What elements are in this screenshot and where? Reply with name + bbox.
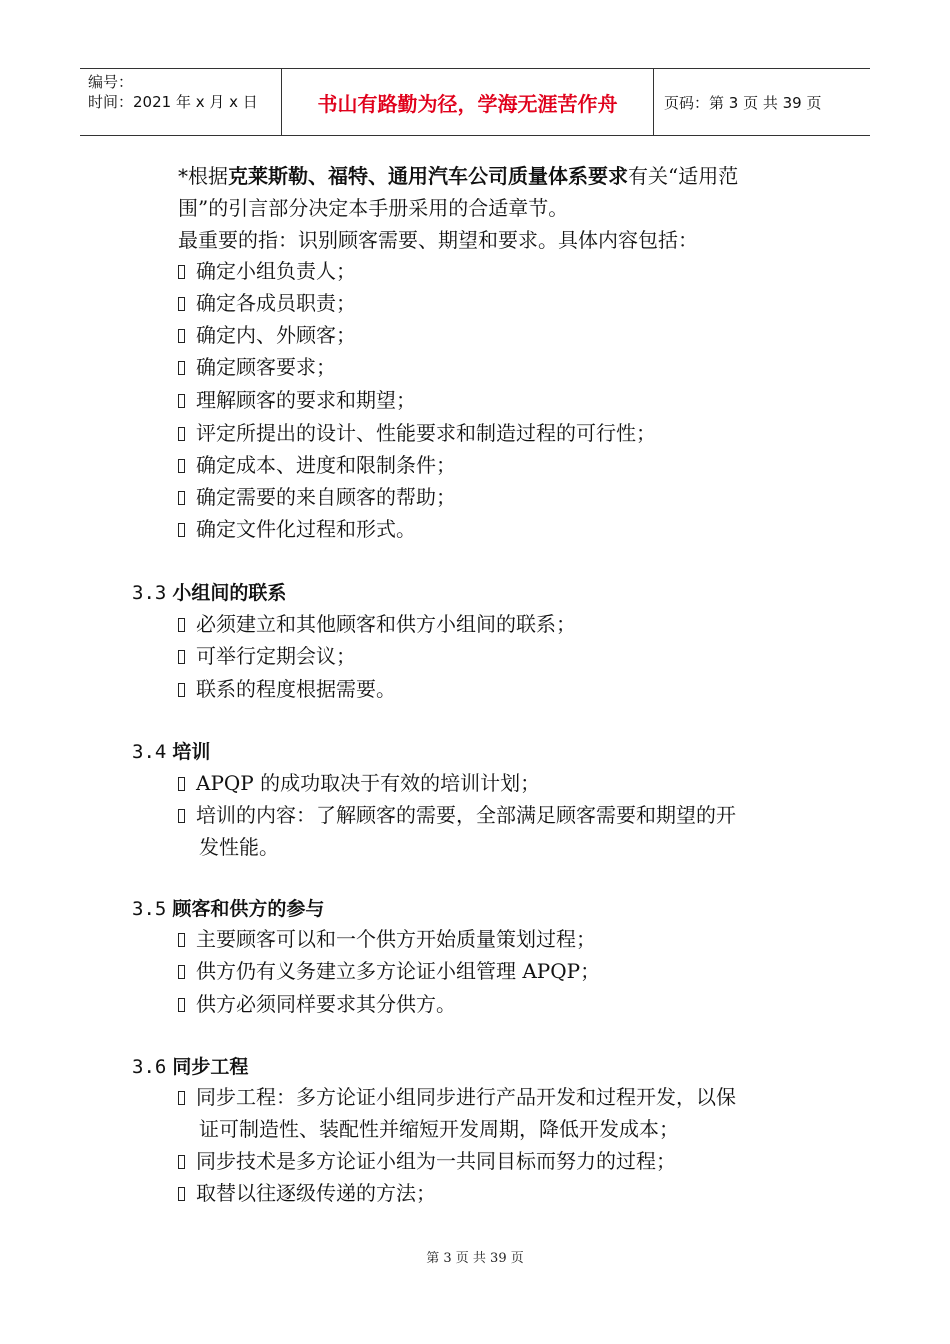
bullet-box-icon [178,1091,185,1105]
list-item: 确定顾客要求； [178,354,336,380]
bullet-box-icon [178,459,185,473]
number-label: 编号： [88,73,134,91]
bullet-box-icon [178,777,185,791]
bullet-box-icon [178,965,185,979]
list-item: 必须建立和其他顾客和供方小组间的联系； [178,611,576,637]
list-item: 确定内、外顾客； [178,322,356,348]
bullet-box-icon [178,329,185,343]
list-item: 确定文件化过程和形式。 [178,516,416,542]
bullet-box-icon [178,265,185,279]
list-item: 可举行定期会议； [178,643,356,669]
bullet-box-icon [178,427,185,441]
list-item: 理解顾客的要求和期望； [178,387,416,413]
list-item: 确定各成员职责； [178,290,356,316]
list-item-continuation: 证可制造性、装配性并缩短开发周期，降低开发成本； [199,1117,679,1141]
list-item: 主要顾客可以和一个供方开始质量策划过程； [178,926,596,952]
bullet-box-icon [178,998,185,1012]
header-page-info: 页码：第 3 页 共 39 页 [664,93,822,112]
bullet-box-icon [178,361,185,375]
bullet-box-icon [178,1187,185,1201]
list-item: 同步技术是多方论证小组为一共同目标而努力的过程； [178,1148,676,1174]
header-motto: 书山有路勤为径，学海无涯苦作舟 [282,69,654,135]
section-heading: 3.4 培训 [132,741,211,763]
bullet-box-icon [178,394,185,408]
intro-line-1: *根据克莱斯勒、福特、通用汽车公司质量体系要求有关“适用范 [178,164,739,188]
bullet-box-icon [178,523,185,537]
section-heading: 3.5 顾客和供方的参与 [132,898,325,920]
list-item: 确定成本、进度和限制条件； [178,452,456,478]
page-header [80,68,870,136]
list-item-continuation: 发性能。 [199,835,279,859]
bullet-box-icon [178,491,185,505]
emphasis-requirements: 克莱斯勒、福特、通用汽车公司质量体系要求 [228,164,628,188]
bullet-box-icon [178,297,185,311]
list-item: 评定所提出的设计、性能要求和制造过程的可行性； [178,420,656,446]
list-item: APQP 的成功取决于有效的培训计划； [178,770,540,796]
page-footer: 第 3 页 共 39 页 [426,1251,524,1266]
bullet-box-icon [178,683,185,697]
list-item: 确定小组负责人； [178,258,356,284]
section-heading: 3.3 小组间的联系 [132,582,287,604]
list-item: 取替以往逐级传递的方法； [178,1180,436,1206]
bullet-box-icon [178,650,185,664]
time-label: 时间：2021 年 x 月 x 日 [88,93,258,111]
bullet-box-icon [178,933,185,947]
list-item: 同步工程：多方论证小组同步进行产品开发和过程开发，以保 [178,1084,736,1110]
list-item: 联系的程度根据需要。 [178,676,396,702]
list-item: 供方仍有义务建立多方论证小组管理 APQP； [178,958,600,984]
list-item: 培训的内容：了解顾客的需要，全部满足顾客需要和期望的开 [178,802,736,828]
list-item: 确定需要的来自顾客的帮助； [178,484,456,510]
list-item: 供方必须同样要求其分供方。 [178,991,456,1017]
bullet-box-icon [178,809,185,823]
intro-line-3: 最重要的指：识别顾客需要、期望和要求。具体内容包括： [178,228,698,252]
intro-line-2: 围”的引言部分决定本手册采用的合适章节。 [178,196,569,220]
section-heading: 3.6 同步工程 [132,1056,249,1078]
bullet-box-icon [178,618,185,632]
bullet-box-icon [178,1155,185,1169]
header-meta [80,69,282,135]
